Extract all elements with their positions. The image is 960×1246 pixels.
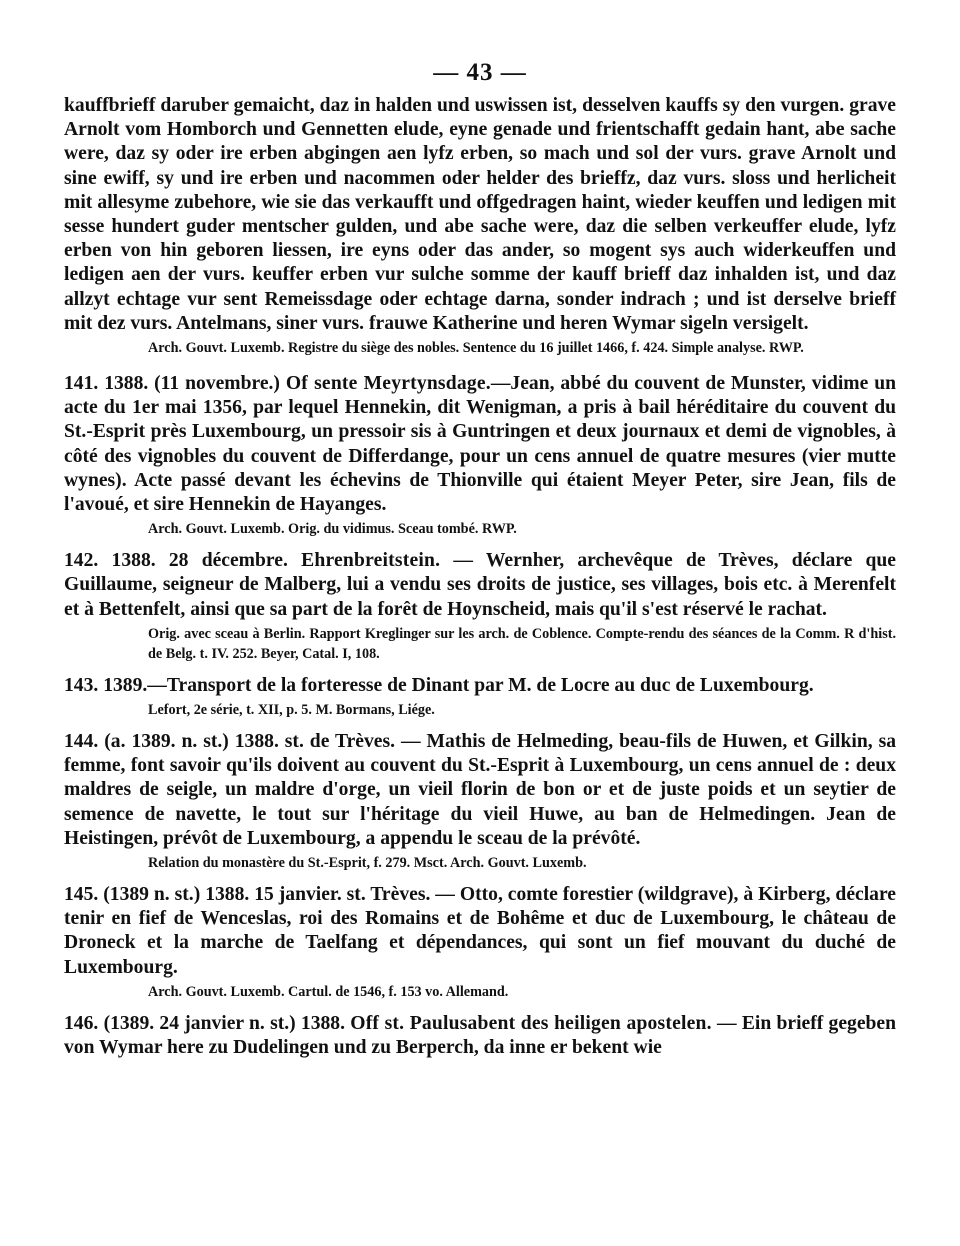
entry-143: [64, 674, 896, 720]
entry-text: — Otto, comte forestier (wildgrave), à Kirberg, déclare tenir en fief de Wenceslas, roi des Romains et de Bohême et duc de Luxembourg, le château de Droneck et la marche de Taelfang et dépendances, qui sont un fief mouvant du duché de Luxembourg.: [64, 884, 896, 978]
entry-lead: 1388. (11 novembre.): [104, 373, 280, 395]
entry-source-note: Lefort, 2e série, t. XII, p. 5. M. Bormans, Liége.: [148, 702, 435, 719]
page-number: — 43 —: [433, 59, 527, 86]
entry-title: Of sente Meyrtynsdage.: [285, 373, 491, 395]
entry-144: [64, 730, 896, 873]
entry-paragraph: [64, 674, 896, 698]
entry-title: Ehrenbreitstein.: [301, 550, 441, 572]
entry-lead: (a. 1389. n. st.) 1388. st. de Trèves.: [104, 731, 396, 753]
entry-text: — Ein brieff gegeben von Wymar here zu Dudelingen und zu Berperch, da inne er bekent wie: [64, 1012, 897, 1059]
entry-text: — Mathis de Helmeding, beau-fils de Huwen, et Gilkin, sa femme, font savoir qu'ils doivent au couvent du St.-Esprit à Luxembourg, un cens annuel de : deux maldres de seigle, un maldre d'orge, un vieil florin de bon or et de juste poids et un seytier de semence de navette, le tout sur l'héritage du vieil Huwe, au ban de Helmedingen. Jean de Heistingen, prévôt de Luxembourg, a appendu le sceau de la prévôté.: [64, 731, 897, 849]
entry-number: 143.: [64, 674, 99, 696]
entry-number: 142.: [64, 550, 99, 572]
entry-source-note: Orig. avec sceau à Berlin. Rapport Kreglinger sur les arch. de Coblence. Compte-rendu des séances de la Comm. R d'hist. de Belg. t. IV. 252. Beyer, Catal. I, 108.: [148, 625, 896, 662]
entry-paragraph: [64, 730, 896, 851]
entry-number: 141.: [64, 373, 99, 395]
entry-145: [64, 883, 896, 1002]
entry-title: Off st. Paulusabent des heiligen apostelen.: [350, 1012, 712, 1034]
document-page: [64, 58, 896, 1060]
entry-146: [64, 1012, 896, 1060]
entry-paragraph: [64, 372, 896, 517]
intro-paragraph: kauffbrieff daruber gemaicht, daz in halden und uswissen ist, desselven kauffs sy den vurgen. grave Arnolt vom Homborch und Gennetten elude, eyne genade und frientschafft gedain hant, abe sache were, daz sy oder ire erben abgingen aen lyfz erben, so mach und sol der vurs. grave Arnolt und sine ewiff, sy und ire erben und nacommen oder helder des brieffz, daz vurs. sloss und herlicheit mit allesyme zubehore, wie sie das verkaufft und offgedragen haint, wieder keuffen und ledigen mit sesse hundert guder mentscher gulden, und abe sache were, daz die selben verkeuffer elude, lyfz erben von hin geboren liessen, ire eyns oder das ander, so mogent sys auch widerkeuffen und ledigen aen der vurs. keuffer erben vur sulche somme der kauff brieff daz inhalden ist, und daz allzyt echtage vur sent Remeissdage oder echtage darna, sonder indrach ; und ist derselve brieff mit dez vurs. Antelmans, siner vurs. frauwe Katherine und heren Wymar sigeln versigelt.: [64, 95, 896, 334]
entry-lead: 1388. 28 décembre.: [111, 550, 288, 572]
entry-paragraph: [64, 549, 896, 622]
entry-141: [64, 372, 896, 539]
entry-text: —Jean, abbé du couvent de Munster, vidime un acte du 1er mai 1356, par lequel Hennekin, dit Wenigman, a pris à bail héréditaire du couvent du St.-Esprit près Luxembourg, un pressoir sis à Guntringen et deux journaux et demi de vignobles, à côté des vignobles du couvent de Differdange, pour un cens annuel de quatre mesures (vier mutte wynes). Acte passé devant les échevins de Thionville qui étaient Meyer Peter, sire Jean, fils de l'avoué, et sire Hennekin de Hayanges.: [64, 373, 896, 516]
entry-source-note: Relation du monastère du St.-Esprit, f. 279. Msct. Arch. Gouvt. Luxemb.: [148, 855, 587, 872]
entry-paragraph: [64, 1012, 896, 1060]
entry-142: [64, 549, 896, 664]
intro-section: [64, 94, 896, 358]
entry-paragraph: [64, 883, 896, 980]
entry-number: 146.: [64, 1012, 99, 1034]
intro-source-note: Arch. Gouvt. Luxemb. Registre du siège des nobles. Sentence du 16 juillet 1466, f. 424. Simple analyse. RWP.: [148, 340, 804, 357]
entry-source-note: Arch. Gouvt. Luxemb. Orig. du vidimus. Sceau tombé. RWP.: [148, 521, 517, 538]
entry-number: 144.: [64, 731, 99, 753]
entry-lead: (1389. 24 janvier n. st.) 1388.: [103, 1012, 345, 1034]
entry-text: — Wernher, archevêque de Trèves, déclare que Guillaume, seigneur de Malberg, lui a vendu ses droits de justice, ses villages, bois etc. à Merenfelt et à Bettenfelt, ainsi que sa part de la forêt de Hoynscheid, mais qu'il s'est réservé le rachat.: [64, 550, 897, 620]
entry-lead: (1389 n. st.) 1388. 15 janvier. st. Trèves.: [103, 884, 431, 906]
entry-lead: 1389.: [103, 674, 148, 696]
entry-source-note: Arch. Gouvt. Luxemb. Cartul. de 1546, f. 153 vo. Allemand.: [148, 983, 509, 1000]
entry-number: 145.: [64, 884, 99, 906]
entry-text: —Transport de la forteresse de Dinant par M. de Locre au duc de Luxembourg.: [147, 674, 814, 696]
